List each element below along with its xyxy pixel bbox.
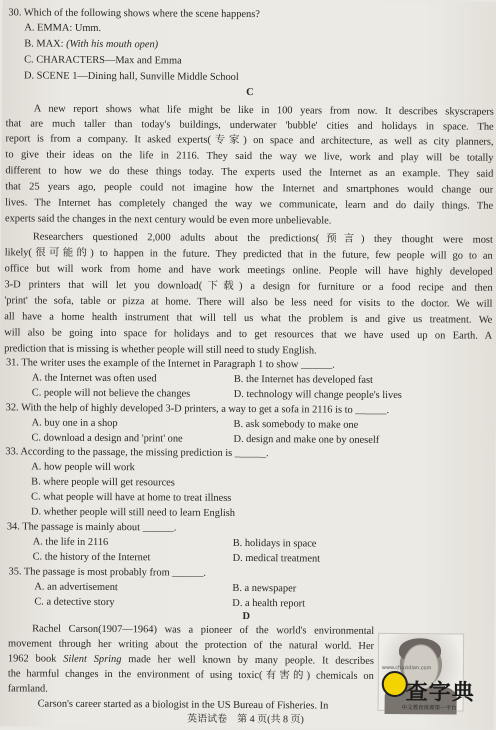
para1-line: experts said the changes in the next century would be even more unbelievable. xyxy=(4,213,332,227)
q35-option-c: C. a detective story xyxy=(34,596,115,609)
para1-line: to give their ideas on the life in 2116. They said the way we live, work and play will be totally xyxy=(5,149,494,164)
q35-stem: 35. The passage is most probably from ______. xyxy=(8,566,207,579)
q33-option-b: B. where people will get resources xyxy=(31,476,175,489)
para3-line: the harmful changes in the environment of using toxic(有害的) chemicals on xyxy=(7,668,374,682)
para1-line: that 25 years ago, people could not imagine how the Internet and smartphones would change our xyxy=(5,181,494,196)
q31-option-c: C. people will not believe the changes xyxy=(31,387,191,400)
para2-line: 'print' the sofa, table or pizza at home. There will also be less need for visits to the doctor. We will xyxy=(4,295,493,310)
q31-stem: 31. The writer uses the example of the Internet in Paragraph 1 to show ______. xyxy=(5,357,335,371)
logo-url: www.chazidian.com xyxy=(381,664,432,672)
para2-line: office but will work from home and have work meetings online. People will have highly developed xyxy=(4,263,493,278)
q34-option-d: D. medical treatment xyxy=(232,552,321,565)
q33-option-a: A. how people will work xyxy=(31,461,135,474)
page-content xyxy=(3,0,496,726)
chazidian-logo xyxy=(377,665,493,726)
q30-stem: 30. Which of the following shows where the scene happens? xyxy=(8,7,260,21)
mascot-icon xyxy=(382,671,408,697)
para1-line: lives. The Internet has completely changed the way we communicate, learn and do daily things. The xyxy=(5,197,494,212)
book-title: Silent Spring xyxy=(63,653,122,666)
q30-option-b xyxy=(24,37,496,53)
para1-line: A new report shows what life might be like in 100 years from now. It describes skyscrapers xyxy=(33,103,494,118)
q32-option-c: C. download a design and 'print' one xyxy=(31,432,183,445)
logo-tagline: 中文教育资源第一平台 xyxy=(401,705,457,712)
q31-option-a: A. the Internet was often used xyxy=(31,372,157,385)
para3-line: farmland. xyxy=(7,683,48,695)
para2-line: all have a home health instrument that will tell us what the problem is and give us treatment. We xyxy=(4,311,493,326)
para2-line: Researchers questioned 2,000 adults about the predictions(预言) they thought were most xyxy=(32,231,493,246)
q31-option-b: B. the Internet has developed fast xyxy=(233,373,374,386)
q30-option-b-label: B. MAX: xyxy=(24,38,67,50)
para2-line: prediction that is missing is whether people will still need to study English. xyxy=(4,343,317,357)
para3-line: Rachel Carson(1907—1964) was a pioneer of the world's environmental xyxy=(32,623,375,637)
section-c-heading: C xyxy=(246,86,254,99)
q33-option-c: C. what people will have at home to treat illness xyxy=(31,491,232,504)
q33-stem: 33. According to the passage, the missing prediction is ______. xyxy=(5,446,269,460)
q32-option-d: D. design and make one by oneself xyxy=(233,433,380,446)
q35-option-a: A. an advertisement xyxy=(34,581,118,594)
section-d-heading: D xyxy=(242,610,251,623)
q32-option-a: A. buy one in a shop xyxy=(31,417,118,430)
q34-option-a: A. the life in 2116 xyxy=(32,536,109,549)
para2-line: will also be going into space for holidays and to get resources that we have used up on Earth. A xyxy=(4,327,493,342)
para1-line: report is from a company. It asked experts(专家) on space and architecture, as well as city planners, xyxy=(5,133,494,148)
q30-option-b-stage-direction: (With his mouth open) xyxy=(66,38,159,51)
q35-option-b: B. a newspaper xyxy=(232,582,297,595)
page-footer: 英语试卷 第 4 页(共 8 页) xyxy=(187,713,304,726)
q32-stem: 32. With the help of highly developed 3-D printers, a way to get a sofa in 2116 is to ______. xyxy=(5,402,390,416)
q30-option-a: A. EMMA: Umm. xyxy=(24,22,102,34)
q33-option-d: D. whether people will still need to learn English xyxy=(30,506,236,519)
para2-line: likely(很可能的) to happen in the future. They predicted that in the future, few people will go to an xyxy=(4,247,493,262)
para3-line: Carson's career started as a biologist in the US Bureau of Fisheries. In xyxy=(37,698,329,712)
q34-stem: 34. The passage is mainly about ______. xyxy=(6,521,177,534)
q34-option-c: C. the history of the Internet xyxy=(32,551,151,564)
para3-line: 1962 book Silent Spring made her well known by many people. It describes xyxy=(7,653,374,667)
para2-line: 3-D printers that will let you download(下载) a design for furniture or a food recipe and then xyxy=(4,279,493,294)
logo-name: 查字典 xyxy=(405,680,475,706)
para1-line: that are much taller than today's buildings, underwater 'bubble' cities and holidays in space. The xyxy=(5,118,494,133)
q30-option-d: D. SCENE 1—Dining hall, Sunville Middle School xyxy=(23,70,239,83)
q35-option-d: D. a health report xyxy=(232,597,306,610)
q34-option-b: B. holidays in space xyxy=(232,537,317,550)
para1-line: different to how we do these things today. The experts used the Internet as an example. They said xyxy=(5,165,494,180)
q30-option-c: C. CHARACTERS—Max and Emma xyxy=(24,54,182,67)
q32-option-b: B. ask somebody to make one xyxy=(233,418,359,431)
q31-option-d: D. technology will change people's lives xyxy=(233,388,402,402)
para3-line: movement through her writing about the protection of the natural world. Her xyxy=(8,638,375,652)
